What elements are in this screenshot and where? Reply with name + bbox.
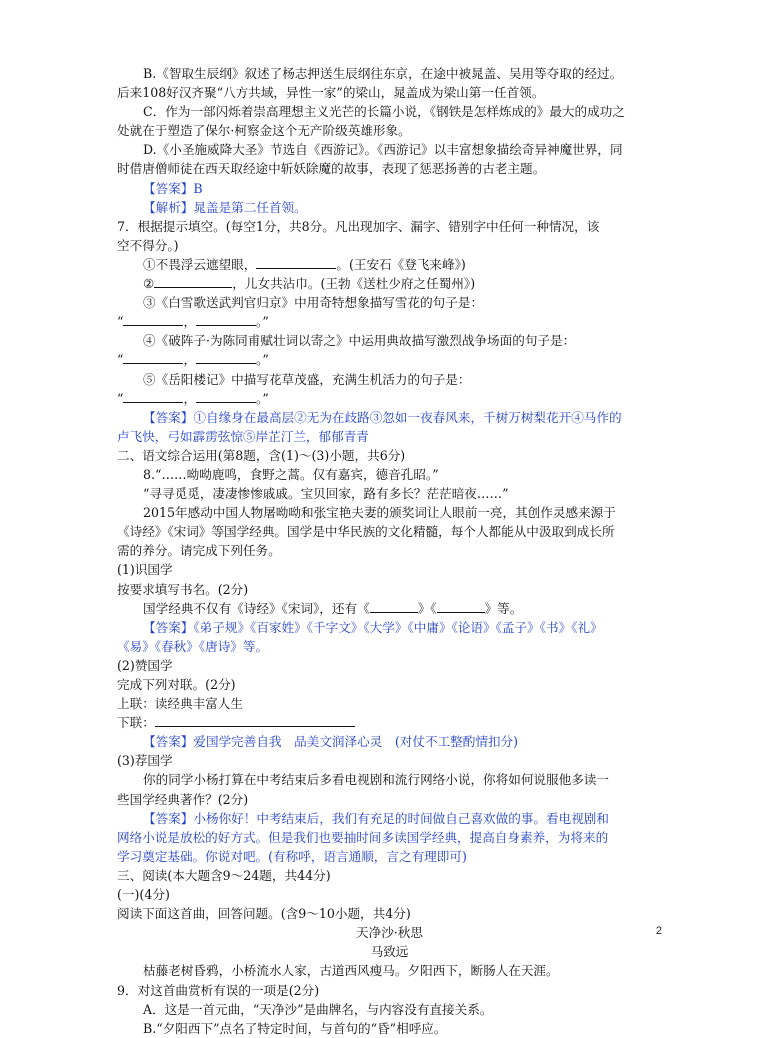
answer-blank (154, 275, 232, 288)
fill-blanks-4: “ ， 。” (117, 352, 269, 368)
section-heading: 二、语文综合运用(第8题，含(1)～(3)小题，共6分) (117, 447, 406, 463)
text-line: B.《智取生辰纲》叙述了杨志押送生辰纲往东京，在途中被晁盖、吴用等夺取的经过。 (143, 66, 623, 81)
answer-blank (196, 390, 256, 403)
subsection-heading: (2)赞国学 (117, 657, 173, 673)
answer-blank (123, 351, 183, 364)
answer-blank (123, 313, 183, 326)
answer-blank (155, 714, 355, 727)
text-line: 些国学经典著作？(2分) (117, 791, 249, 807)
poem-author: 马致远 (370, 944, 409, 960)
fill-blanks-5: “ ， 。” (117, 390, 269, 406)
text-line: 空不得分。) (117, 237, 179, 253)
text-line: 阅读下面这首曲，回答问题。(含9～10小题，共4分) (117, 906, 411, 922)
answer-blank (437, 600, 485, 613)
fill-item-2: ② ，儿女共沾巾。(王勃《送杜少府之任蜀州》) (143, 276, 476, 292)
poem-title: 天净沙·秋思 (356, 925, 423, 941)
text-line: 时借唐僧师徒在西天取经途中斩妖除魔的故事，表现了惩恶扬善的古老主题。 (117, 161, 546, 177)
subsection-heading: (一)(4分) (117, 887, 170, 903)
fill-item-1: ①不畏浮云遮望眼， 。(王安石《登飞来峰》) (143, 256, 466, 272)
option-b: B.“夕阳西下”点名了特定时间，与首句的“昏”相呼应。 (143, 1020, 447, 1036)
fill-books: 国学经典不仅有《诗经》《宋词》，还有《 》《 》等。 (143, 600, 523, 616)
answer-line: 卢飞快，弓如霹雳弦惊⑤岸芷汀兰，郁郁青青 (117, 428, 369, 444)
fill-item-4: ④《破阵子·为陈同甫赋壮词以寄之》中运用典故描写激烈战争场面的句子是： (143, 333, 576, 349)
answer-blank (370, 600, 418, 613)
answer-line: 【答案】《弟子规》《百家姓》《千字文》《大学》《中庸》《论语》《孟子》《书》《礼》 (143, 619, 603, 635)
answer-line: 【答案】B (143, 180, 203, 196)
text-line: 你的同学小杨打算在中考结束后多看电视剧和流行网络小说，你将如何说服他多读一 (143, 772, 609, 788)
answer-line: 学习奠定基础。你说对吧。(有称呼，语言通顺，言之有理即可) (117, 848, 467, 864)
text-line: 完成下列对联。(2分) (117, 677, 236, 692)
answer-blank (196, 351, 256, 364)
section-heading: 三、阅读(本大题含9～24题，共44分) (117, 867, 331, 883)
fill-item-3: ③《白雪歌送武判官归京》中用奇特想象描写雪花的句子是： (143, 295, 484, 311)
text-line: “寻寻觅觅，凄凄惨惨戚戚。宝贝回家，路有多长？茫茫暗夜……” (143, 486, 509, 502)
question-8: 8.“……呦呦鹿鸣，食野之蒿。仅有嘉宾，德音孔昭。” (143, 466, 439, 482)
question-7: 7．根据提示填空。(每空1分，共8分。凡出现加字、漏字、错别字中任何一种情况，该 (117, 218, 600, 234)
text-line: 《诗经》《宋词》等国学经典。国学是中华民族的文化精髓，每个人都能从中汲取到成长所 (117, 524, 615, 540)
text-line: 需的养分。请完成下列任务。 (117, 543, 281, 559)
couplet-upper: 上联：读经典丰富人生 (117, 696, 243, 712)
answer-blank (256, 256, 336, 269)
couplet-lower: 下联： (117, 713, 662, 732)
document-body (117, 64, 662, 1038)
option-a: A．这是一首元曲，“天净沙”是曲牌名，与内容没有直接关系。 (143, 1001, 493, 1017)
answer-line: 【答案】①自缘身在最高层②无为在歧路③忽如一夜春风来，千树万树梨花开④马作的 (143, 409, 622, 425)
text-line: 后来108好汉齐聚“八方共域，异性一家”的梁山，晁盖成为梁山第一任首领。 (117, 85, 545, 101)
question-9: 9．对这首曲赏析有误的一项是(2分) (117, 982, 320, 998)
poem-text: 枯藤老树昏鸦，小桥流水人家，古道西风瘦马。夕阳西下，断肠人在天涯。 (143, 963, 559, 979)
fill-blanks-3: “ ， 。” (117, 314, 269, 330)
text-line: 2015年感动中国人物屠呦呦和张宝艳夫妻的颁奖词让人眼前一亮，其创作灵感来源于 (143, 505, 616, 521)
answer-blank (196, 313, 256, 326)
fill-item-5: ⑤《岳阳楼记》中描写花草茂盛，充满生机活力的句子是： (143, 371, 471, 387)
page-number: 2 (655, 925, 662, 937)
answer-line: 网络小说是放松的好方式。但是我们也要抽时间多读国学经典，提高自身素养，为将来的 (117, 829, 609, 845)
text-line: D.《小圣施威降大圣》节选自《西游记》。《西游记》以丰富想象描绘奇异神魔世界，同 (143, 142, 623, 158)
text-line: 处就在于塑造了保尔·柯察金这个无产阶级英雄形象。 (117, 123, 411, 139)
text-line: 按要求填写书名。(2分) (117, 581, 249, 597)
subsection-heading: (1)识国学 (117, 562, 173, 578)
answer-blank (123, 390, 183, 403)
answer-line: 【答案】爱国学完善自我 品美文润泽心灵 (对仗不工整酌情扣分) (143, 734, 519, 750)
subsection-heading: (3)荐国学 (117, 753, 173, 769)
text-line: C．作为一部闪烁着崇高理想主义光芒的长篇小说，《钢铁是怎样炼成的》最大的成功之 (143, 104, 625, 120)
answer-line: 《易》《春秋》《唐诗》等。 (117, 638, 269, 654)
analysis-line: 【解析】晁盖是第二任首领。 (143, 199, 307, 215)
answer-line: 【答案】小杨你好！中考结束后，我们有充足的时间做自己喜欢做的事。看电视剧和 (143, 810, 609, 826)
